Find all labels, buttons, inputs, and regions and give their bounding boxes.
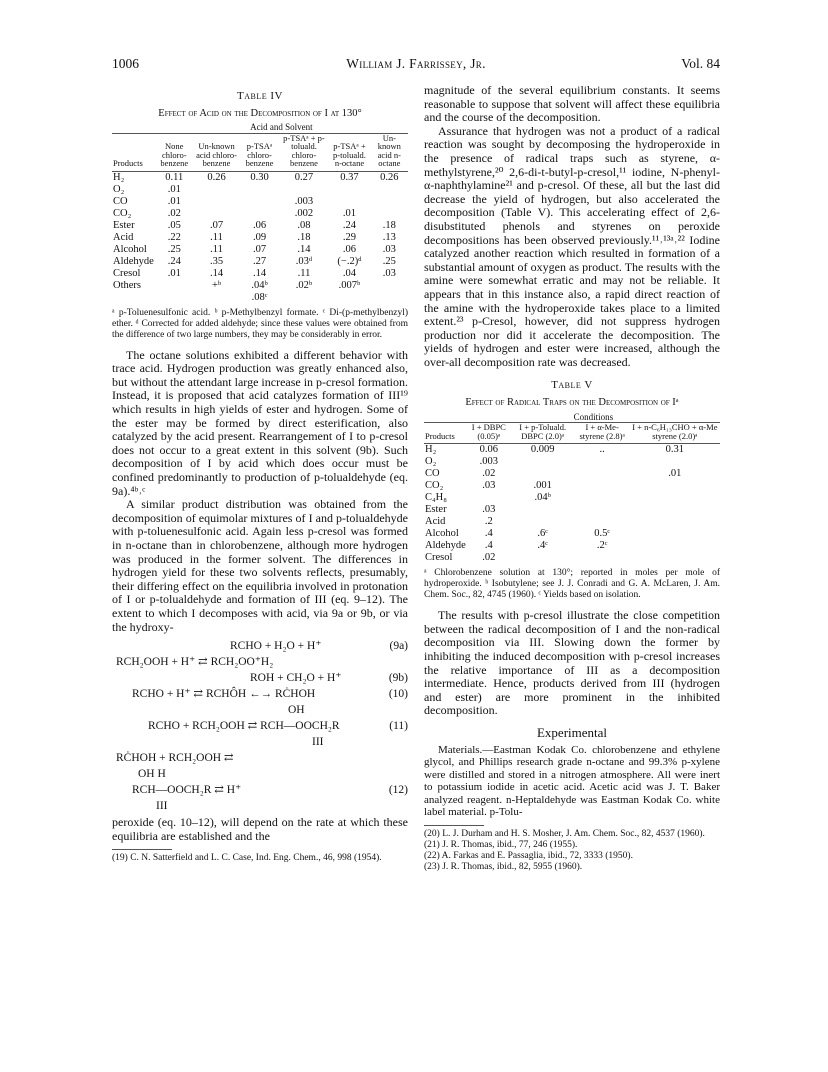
eq-9a: RCHO + H₂O + H⁺: [230, 640, 322, 653]
table5-group-label: Conditions: [467, 413, 720, 423]
table5-value-cell: 0.009: [530, 444, 555, 456]
table4-col-1: None chloro-benzene: [160, 141, 189, 169]
footnote-rule-right: [424, 825, 484, 826]
table4-col-5: p-TSAᵃ + p-toluald. n-octane: [333, 141, 366, 169]
table5-product-cell: Aldehyde: [425, 540, 466, 552]
table5-value-cell: .6ᶜ: [537, 528, 548, 540]
table4-value-cell: .08ᶜ: [251, 291, 268, 303]
table4-row: [112, 256, 408, 268]
equation-block: [112, 640, 408, 816]
table5-product-cell: O₂: [425, 456, 437, 468]
table5-value-cell: [630, 504, 720, 516]
table4-product-cell: Alcohol: [113, 243, 147, 255]
table5-value-cell: .2: [484, 516, 493, 528]
table5-product-cell: CO: [425, 468, 440, 480]
table5-value-cell: ..: [599, 444, 605, 456]
eq-9-left: RCH₂OOH + H⁺ ⇄ RCH₂OO⁺H₂: [116, 656, 274, 669]
eq-11-oh: OH: [288, 704, 305, 717]
table4-value-cell: .02ᵇ: [295, 279, 313, 291]
eq-9a-number: (9a): [389, 640, 408, 653]
table5-value-cell: 0.06: [479, 444, 498, 456]
table5-row: [424, 540, 720, 552]
table4-value-cell: .03: [382, 267, 396, 279]
table4-value-cell: [328, 184, 370, 196]
table5-value-cell: [575, 492, 630, 504]
table4-row: [112, 220, 408, 232]
table4-product-cell: Acid: [113, 231, 134, 243]
table4-value-cell: [371, 280, 408, 292]
table4-value-cell: .18: [297, 231, 311, 243]
table5-value-cell: [511, 468, 575, 480]
table5-row: [424, 456, 720, 468]
table4-value-cell: .01: [167, 183, 181, 195]
table4-product-cell: CO₂: [113, 207, 132, 219]
table5-value-cell: [630, 492, 720, 504]
right-reference-22: (22) A. Farkas and E. Passaglia, ibid., 72, 3333 (1950).: [424, 850, 633, 861]
eq-12-top: RĊHOH + RCH₂OOH ⇄: [116, 752, 234, 765]
table5-row: [424, 480, 720, 492]
table5-product-cell: Ester: [425, 504, 447, 516]
table4-product-cell: Cresol: [113, 267, 141, 279]
table4-product-cell: O₂: [113, 183, 125, 195]
table4-value-cell: .11: [210, 243, 223, 255]
table4-value-cell: [194, 208, 240, 220]
table4-value-cell: .06: [252, 219, 267, 231]
table5-value-cell: .2ᶜ: [596, 540, 608, 552]
table5-value-cell: [467, 492, 511, 504]
table4-value-cell: .14: [297, 243, 311, 255]
table5-col-2: I + p-Toluald. DBPC (2.0)ᵃ: [519, 422, 567, 441]
table4-value-cell: .03: [382, 243, 396, 255]
table5-col-3: I + α-Me-styrene (2.8)ᵃ: [579, 422, 625, 441]
page-number: 1006: [112, 56, 139, 71]
table4-row: [112, 196, 408, 208]
table4-value-cell: [280, 184, 329, 196]
table5-value-cell: .003: [479, 456, 498, 468]
right-reference-23: (23) J. R. Thomas, ibid., 82, 5955 (1960).: [424, 861, 583, 872]
table4-group-label: Acid and Solvent: [155, 123, 408, 133]
table5-value-cell: [630, 516, 720, 528]
table4-col-3: p-TSAᵃ chloro-benzene: [245, 141, 274, 169]
table5-value-cell: .01: [668, 468, 682, 480]
table4-value-cell: .24: [342, 219, 357, 231]
table5-row: [424, 516, 720, 528]
table5-title: Table V: [551, 379, 593, 392]
table5-body: [424, 444, 720, 565]
table4-value-cell: .06: [342, 243, 357, 255]
table4-value-cell: .29: [342, 231, 357, 243]
table5-value-cell: .02: [482, 468, 496, 480]
table4-row: [112, 292, 408, 304]
table4-value-cell: [194, 184, 240, 196]
table4-product-cell: H₂: [113, 171, 125, 183]
table4-value-cell: (−.2)ᵈ: [337, 255, 362, 267]
table5-value-cell: [630, 540, 720, 552]
table4-value-cell: [194, 292, 240, 304]
table5-value-cell: .04ᵇ: [534, 492, 551, 504]
left-tail-paragraph: peroxide (eq. 10–12), will depend on the rate at which these equilibria are established and the: [112, 815, 408, 843]
table4-caption: Effect of Acid on the Decomposition of I at 130°: [158, 107, 362, 119]
table4-value-cell: .07: [252, 243, 267, 255]
table4-value-cell: .03ᵈ: [295, 255, 313, 267]
table5-value-cell: [575, 468, 630, 480]
table4-value-cell: .35: [209, 255, 224, 267]
table4-value-cell: .01: [167, 195, 181, 207]
table4-value-cell: .02: [167, 207, 181, 219]
table4-value-cell: .09: [252, 231, 267, 243]
table5-footnote: ᵃ Chlorobenzene solution at 130°; reported in moles per mole of hydroperoxide. ᵇ Isobutylene; see J. J. Conradi and G. A. McLaren, J. Am. Chem. Soc., 82, 4745 (1960). ᶜ Yields based on isolation.: [424, 568, 720, 601]
table4-value-cell: .01: [167, 267, 181, 279]
table5-value-cell: .4: [484, 540, 493, 552]
table5-value-cell: [575, 516, 630, 528]
table4-value-cell: [239, 196, 279, 208]
table4-col-4: p-TSAᵃ + p-toluald. chloro-benzene: [283, 132, 325, 169]
table4-value-cell: [239, 208, 279, 220]
table4-value-cell: .11: [297, 267, 311, 279]
table4-value-cell: 0.26: [380, 171, 399, 183]
table5-value-cell: [575, 552, 630, 564]
table4-body: [112, 171, 408, 304]
eq-9b: ROH + CH₂O + H⁺: [250, 672, 342, 685]
page-header: [112, 56, 720, 76]
table4-row: [112, 268, 408, 280]
table4-col-6: Un-known acid n-octane: [377, 132, 401, 169]
right-column: [424, 84, 720, 873]
table4-value-cell: [155, 280, 194, 292]
experimental-text: Materials.—Eastman Kodak Co. chlorobenzene and ethylene glycol, and Phillips research grade n-octane and 99.3% p-xylene were distilled and stored in a nitrogen atmosphere. All were inert to potassium iodide in acetic acid. Acetic acid was J. T. Baker analyzed reagent. n-Heptaldehyde was Eastman Kodak Co. white label material. p-Tolu-: [424, 743, 720, 818]
table5-value-cell: [511, 456, 575, 468]
table4-value-cell: .25: [167, 243, 181, 255]
eq-12-number: (12): [388, 784, 408, 797]
right-reference-20: (20) L. J. Durham and H. S. Mosher, J. Am. Chem. Soc., 82, 4537 (1960).: [424, 828, 705, 839]
table5-value-cell: [630, 480, 720, 492]
table4-value-cell: .04: [342, 267, 357, 279]
table4-value-cell: [155, 292, 194, 304]
table4-value-cell: .24: [167, 255, 181, 267]
table4-row: [112, 184, 408, 196]
table4-value-cell: [194, 196, 240, 208]
table4-value-cell: [328, 292, 370, 304]
table4-product-cell: Aldehyde: [113, 255, 154, 267]
table4-value-cell: .18: [382, 219, 396, 231]
left-paragraph-1: The octane solutions exhibited a different behavior with trace acid. Hydrogen production was greatly enhanced also, but without the attendant large increase in p-cresol formation. Instead, it is proposed that acid catalyzes formation of III¹⁹ which results in high yields of ester and hydrogen. Some of the ester may be formed by direct esterification, also catalyzed by the acid present. Rearrangement of I to p-cresol does not occur to a great extent in this solvent (9b). Such decomposition of I by acid which does occur must be confined predominantly to production of p-tolualdehyde (eq. 9a).⁴ᵇ˒ᶜ: [112, 347, 409, 498]
table4-value-cell: 0.11: [165, 171, 184, 183]
table4-value-cell: .007ᵇ: [338, 279, 361, 291]
table5: [424, 413, 720, 565]
table5-col-4: I + n-C₆H₁₃CHO + α-Me styrene (2.0)ᵃ: [632, 422, 718, 441]
table4-value-cell: .08: [297, 219, 311, 231]
table5-value-cell: .4ᶜ: [537, 540, 548, 552]
table5-value-cell: [575, 504, 630, 516]
table5-value-cell: [630, 552, 720, 564]
table4-value-cell: [371, 196, 408, 208]
table4-value-cell: .25: [382, 255, 396, 267]
table4-row: [112, 280, 408, 292]
table4-value-cell: .13: [382, 231, 396, 243]
table5-value-cell: [511, 552, 575, 564]
table5-row: [424, 468, 720, 480]
table4: [112, 123, 408, 304]
left-paragraph-2: A similar product distribution was obtained from the decomposition of equimolar mixtures of I and p-tolualdehyde with p-toluenesulfonic acid. Again less p-cresol was formed in n-octane than in chlorobenzene, although more hydrogen was produced in the former solvent. The differences in hydrogen yield for these two solvents reflects, presumably, their differing effect on the equilibria involved in protonation of I or p-tolualdehyde and formation of III (eq. 9–12). The extent to which I decomposes with acid, via 9a or 9b, or via the hydroxy-: [112, 497, 408, 634]
table4-value-cell: [371, 292, 408, 304]
table5-value-cell: .03: [482, 504, 496, 516]
table5-value-cell: [511, 504, 575, 516]
table4-product-cell: Ester: [113, 219, 135, 231]
table5-row: [424, 444, 720, 457]
table4-product-cell: CO: [113, 195, 128, 207]
table4-value-cell: 0.37: [340, 171, 359, 183]
eq-11-label: III: [312, 736, 324, 749]
table5-value-cell: 0.5ᶜ: [594, 528, 611, 540]
right-reference-21: (21) J. R. Thomas, ibid., 77, 246 (1955).: [424, 839, 578, 850]
table4-value-cell: .11: [210, 231, 223, 243]
table5-col-0: Products: [425, 430, 455, 441]
table4-col-0: Products: [113, 158, 143, 169]
table4-value-cell: .07: [209, 219, 224, 231]
table5-col-1: I + DBPC (0.05)ᵃ: [471, 422, 506, 441]
left-reference-19: (19) C. N. Satterfield and L. C. Case, Ind. Eng. Chem., 46, 998 (1954).: [112, 853, 382, 864]
table4-value-cell: .05: [167, 219, 181, 231]
table5-row: [424, 552, 720, 564]
table5-row: [424, 504, 720, 516]
table4-product-cell: Others: [113, 279, 141, 291]
left-column: [112, 84, 408, 864]
table5-value-cell: .02: [482, 552, 496, 564]
table4-col-2: Un-known acid chloro-benzene: [196, 141, 237, 169]
table5-value-cell: [630, 456, 720, 468]
running-author: William J. Farrissey, Jr.: [346, 56, 486, 71]
table5-row: [424, 492, 720, 504]
table4-value-cell: 0.30: [250, 171, 269, 183]
table5-value-cell: .03: [482, 480, 496, 492]
table4-value-cell: [239, 184, 279, 196]
table5-value-cell: [575, 456, 630, 468]
table4-row: [112, 208, 408, 220]
table5-product-cell: C₄H₈: [425, 492, 447, 504]
table4-footnote: ᵃ p-Toluenesulfonic acid. ᵇ p-Methylbenzyl formate. ᶜ Di-(p-methylbenzyl) ether. ᵈ Corrected for added aldehyde; since these values were obtained from the difference of two large numbers, they may be considerably in error.: [112, 307, 408, 340]
table5-product-cell: CO₂: [425, 480, 444, 492]
right-paragraph-2: Assurance that hydrogen was not a product of a radical reaction was sought by decomposing the hydroperoxide in the presence of radical traps such as styrene, α-methylstyrene,²⁰ 2,6-di-t-butyl-p-cresol,¹¹ iodine, N-phenyl-α-naphthylamine²¹ and p-cresol. Of these, all but the last did decrease the yield of hydrogen, but also accelerated the decomposition (Table V). This accelerating effect of 2,6-disubstituted phenols and styrenes on peroxide decompositions has been observed previously.¹¹˒¹³ᵃ˒²² Iodine catalyzed another reaction which resulted in formation of a substantial amount of oxygen as product. The results with the amine were somewhat erratic and may not be reliable. It appears that in this instance also, a rapid direct reaction of the amine with the hydroperoxide takes place to a limited extent.²³ p-Cresol, however, did not suppress hydrogen production nor did it accelerate the decomposition. The yields of hydrogen and ester were increased, although the over-all decomposition rate was decreased.: [424, 123, 720, 369]
eq-10: RCHO + H⁺ ⇄ RCHÔH ←→ RĊHOH: [132, 688, 316, 701]
table4-value-cell: [371, 208, 408, 220]
table4-value-cell: [328, 196, 370, 208]
table4-value-cell: .22: [167, 231, 181, 243]
experimental-heading: Experimental: [536, 724, 608, 740]
table5-product-cell: H₂: [425, 444, 437, 456]
journal-volume: Vol. 84: [681, 56, 720, 71]
eq-12-label: III: [156, 800, 168, 813]
table4-value-cell: +ᵇ: [211, 279, 222, 291]
table4-value-cell: .14: [209, 267, 224, 279]
table4-row: [112, 171, 408, 184]
table5-row: [424, 528, 720, 540]
table4-value-cell: .04ᵇ: [251, 279, 268, 291]
eq-10-number: (10): [388, 688, 408, 701]
table4-row: [112, 244, 408, 256]
table4-value-cell: .14: [252, 267, 267, 279]
table4-value-cell: [371, 184, 408, 196]
table5-value-cell: [511, 516, 575, 528]
eq-12: RCH—OOCH₂R ⇄ H⁺: [132, 784, 242, 797]
table5-product-cell: Cresol: [425, 552, 453, 564]
right-paragraph-3: The results with p-cresol illustrate the close competition between the radical decomposition of I and the non-radical decomposition via III. Slowing down the former by inhibiting the induced decomposition with p-cresol increases the relative importance of III as a decomposition intermediate. Hence, products derived from III (hydrogen and ester) are more prominent in the inhibited decomposition.: [424, 608, 720, 718]
table5-caption: Effect of Radical Traps on the Decomposition of Iᵃ: [465, 397, 679, 409]
table5-value-cell: .4: [484, 528, 493, 540]
footnote-rule: [112, 849, 172, 850]
eq-11-number: (11): [389, 720, 408, 733]
table5-value-cell: [630, 528, 720, 540]
table5-value-cell: .001: [533, 480, 552, 492]
table5-product-cell: Acid: [425, 516, 446, 528]
table5-value-cell: 0.31: [665, 444, 685, 456]
table4-value-cell: 0.27: [294, 171, 314, 183]
eq-11: RCHO + RCH₂OOH ⇄ RCH—OOCH₂R: [148, 720, 340, 733]
table4-value-cell: .27: [252, 255, 267, 267]
table4-value-cell: .002: [294, 207, 314, 219]
table4-row: [112, 232, 408, 244]
table4-value-cell: 0.26: [207, 171, 226, 183]
eq-9b-number: (9b): [388, 672, 408, 685]
eq-12-oh: OH H: [138, 768, 166, 781]
table4-value-cell: [280, 292, 329, 304]
table4-product-cell: [112, 292, 155, 304]
right-paragraph-1: magnitude of the several equilibrium constants. It seems reasonable to suppose that solvent will affect these equilibria and the course of the decomposition.: [424, 83, 720, 125]
table4-value-cell: .003: [294, 195, 314, 207]
table5-value-cell: [575, 480, 630, 492]
table4-value-cell: .01: [342, 207, 357, 219]
table5-product-cell: Alcohol: [425, 528, 459, 540]
table4-title: Table IV: [237, 90, 283, 102]
